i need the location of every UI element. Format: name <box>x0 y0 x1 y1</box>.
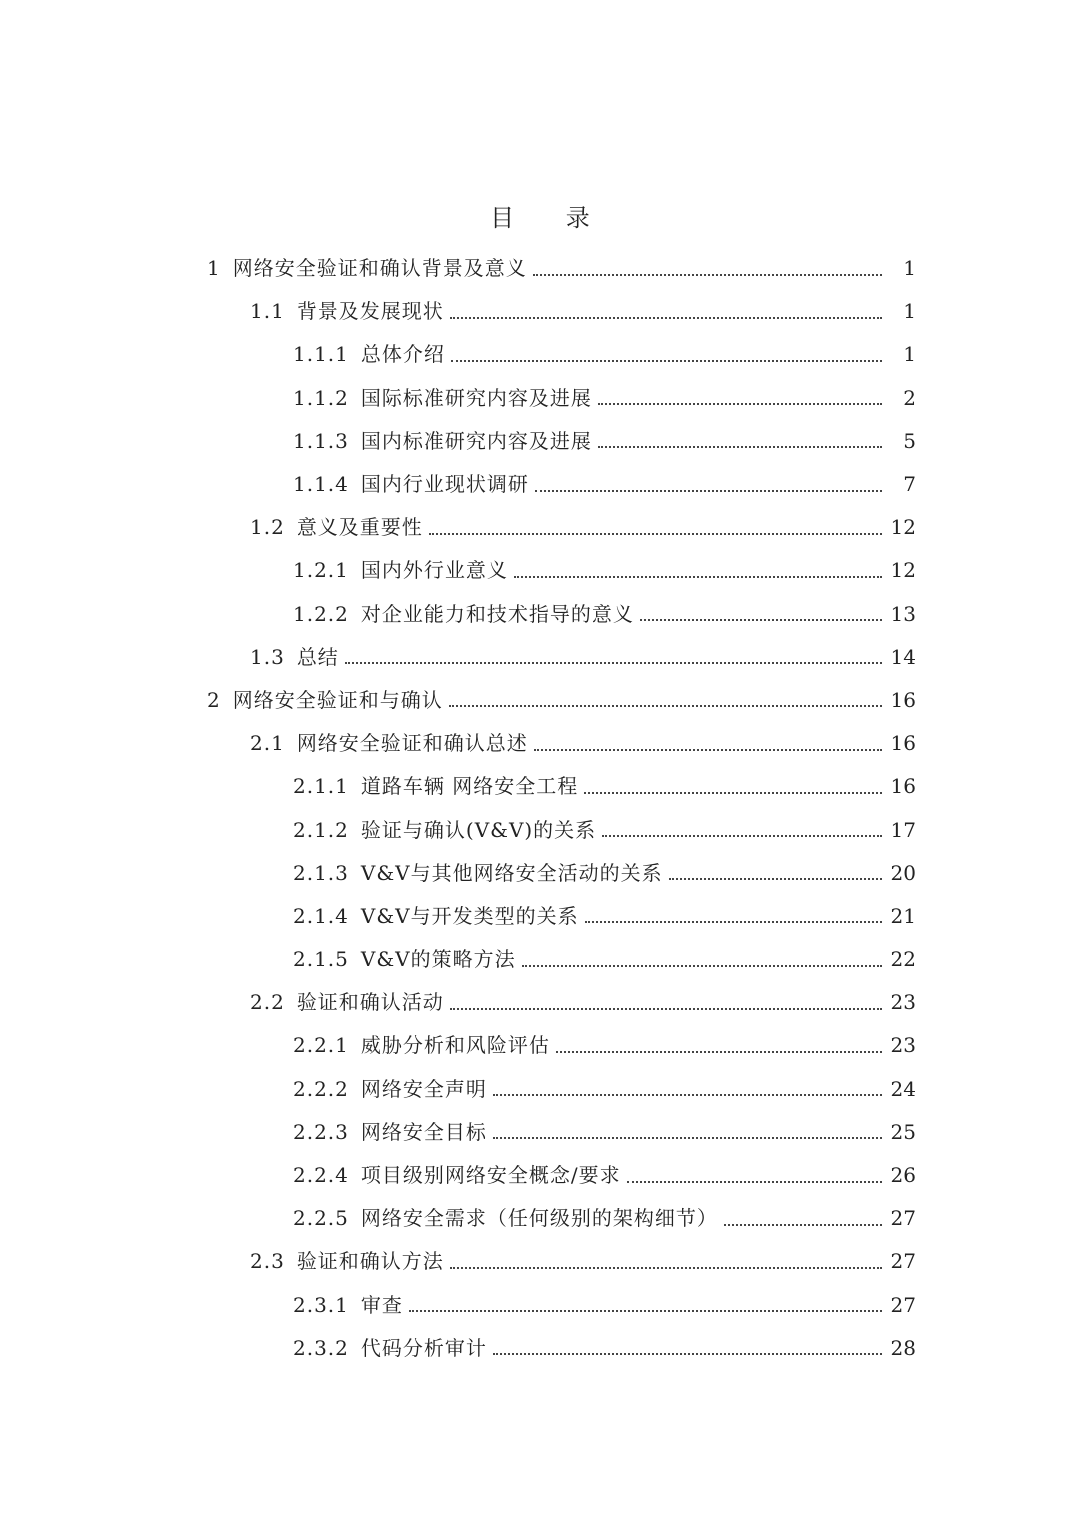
toc-entry[interactable] <box>0 1154 1080 1197</box>
toc-page-number: 17 <box>890 817 916 842</box>
toc-page-number: 1 <box>903 342 916 367</box>
toc-page-number: 12 <box>890 558 916 583</box>
toc-entry-number: 2.2.2 <box>293 1076 349 1101</box>
toc-dot-leader <box>627 1181 882 1183</box>
toc-entry-number: 2.2 <box>250 990 285 1015</box>
toc-entry[interactable] <box>0 636 1080 679</box>
toc-entry-number: 2.2.4 <box>293 1163 349 1188</box>
toc-dot-leader <box>493 1137 882 1139</box>
toc-page-number: 14 <box>890 644 916 669</box>
toc-entry-number: 2.2.1 <box>293 1033 349 1058</box>
toc-entry-title: 威胁分析和风险评估 <box>360 1033 550 1058</box>
toc-page-number: 1 <box>903 299 916 324</box>
toc-page-number: 23 <box>890 990 916 1015</box>
toc-dot-leader <box>535 490 882 492</box>
toc-entry[interactable] <box>0 1068 1080 1111</box>
toc-entry-number: 1.2.2 <box>293 601 349 626</box>
toc-entry[interactable] <box>0 938 1080 981</box>
toc-dot-leader <box>449 705 882 707</box>
toc-page-number: 27 <box>890 1249 916 1274</box>
toc-dot-leader <box>598 403 882 405</box>
toc-page-number: 20 <box>890 860 916 885</box>
toc-entry[interactable] <box>0 290 1080 333</box>
toc-entry[interactable] <box>0 549 1080 592</box>
toc-entry-number: 2 <box>207 687 221 712</box>
toc-entry[interactable] <box>0 895 1080 938</box>
toc-entry-title: 验证和确认活动 <box>296 990 444 1015</box>
toc-page-number: 26 <box>890 1163 916 1188</box>
toc-dot-leader <box>450 317 882 319</box>
toc-entry[interactable] <box>0 1284 1080 1327</box>
toc-page-number: 28 <box>890 1335 916 1360</box>
toc-dot-leader <box>450 1267 882 1269</box>
toc-heading: 目 录 <box>490 204 612 232</box>
toc-entry-title: 国内行业现状调研 <box>360 472 529 497</box>
toc-dot-leader <box>602 835 882 837</box>
toc-entry-title: 总结 <box>296 644 339 669</box>
toc-entry-title: 网络安全需求（任何级别的架构细节） <box>360 1206 718 1231</box>
toc-dot-leader <box>534 749 882 751</box>
toc-dot-leader <box>429 533 882 535</box>
toc-entry-number: 2.1.1 <box>293 774 349 799</box>
toc-entry-title: 网络安全验证和确认总述 <box>296 731 528 756</box>
toc-dot-leader <box>451 360 882 362</box>
toc-entry-number: 1.1.2 <box>293 385 349 410</box>
toc-page-number: 12 <box>890 515 916 540</box>
toc-entry-title: 网络安全验证和与确认 <box>232 687 443 712</box>
toc-entry[interactable] <box>0 679 1080 722</box>
toc-entry-number: 1.2.1 <box>293 558 349 583</box>
toc-entry-title: 道路车辆 网络安全工程 <box>360 774 579 799</box>
toc-dot-leader <box>493 1094 882 1096</box>
toc-entry-title: 代码分析审计 <box>360 1335 487 1360</box>
toc-page-number: 16 <box>890 687 916 712</box>
toc-entry[interactable] <box>0 420 1080 463</box>
toc-entry-number: 1.3 <box>250 644 285 669</box>
toc-page-number: 22 <box>890 947 916 972</box>
toc-entry[interactable] <box>0 463 1080 506</box>
toc-dot-leader <box>522 965 882 967</box>
toc-dot-leader <box>585 921 882 923</box>
toc-entry-number: 2.1.2 <box>293 817 349 842</box>
toc-dot-leader <box>409 1310 882 1312</box>
toc-page-number: 25 <box>890 1119 916 1144</box>
toc-entry-number: 1.2 <box>250 515 285 540</box>
toc-dot-leader <box>533 274 882 276</box>
toc-entry-title: 国内标准研究内容及进展 <box>360 428 592 453</box>
toc-entry-number: 2.2.5 <box>293 1206 349 1231</box>
toc-page-number: 7 <box>903 472 916 497</box>
toc-dot-leader <box>345 662 882 664</box>
toc-entry-number: 1.1 <box>250 299 285 324</box>
toc-page-number: 23 <box>890 1033 916 1058</box>
toc-page-number: 27 <box>890 1292 916 1317</box>
toc-entry-number: 1.1.1 <box>293 342 349 367</box>
toc-entry-number: 2.3.1 <box>293 1292 349 1317</box>
toc-entry[interactable] <box>0 377 1080 420</box>
toc-dot-leader <box>598 446 882 448</box>
toc-entry-title: 项目级别网络安全概念/要求 <box>360 1163 621 1188</box>
toc-entry-title: V&V与其他网络安全活动的关系 <box>360 860 663 885</box>
toc-entry[interactable] <box>0 247 1080 290</box>
toc-page-number: 1 <box>903 256 916 281</box>
toc-dot-leader <box>514 576 882 578</box>
toc-entry-number: 2.1 <box>250 731 285 756</box>
toc-entry-title: 对企业能力和技术指导的意义 <box>360 601 634 626</box>
toc-entry[interactable] <box>0 1111 1080 1154</box>
toc-entry[interactable] <box>0 593 1080 636</box>
table-of-contents <box>0 247 1080 1370</box>
toc-dot-leader <box>640 619 882 621</box>
toc-page-number: 21 <box>890 903 916 928</box>
toc-entry-title: 背景及发展现状 <box>296 299 444 324</box>
toc-entry-title: 验证和确认方法 <box>296 1249 444 1274</box>
toc-entry[interactable] <box>0 1024 1080 1067</box>
toc-page-number: 24 <box>890 1076 916 1101</box>
toc-page-number: 16 <box>890 731 916 756</box>
toc-entry[interactable] <box>0 1327 1080 1370</box>
toc-entry[interactable] <box>0 333 1080 376</box>
toc-page-number: 27 <box>890 1206 916 1231</box>
toc-entry-number: 2.3.2 <box>293 1335 349 1360</box>
toc-entry-title: 国际标准研究内容及进展 <box>360 385 592 410</box>
toc-entry-number: 1 <box>207 256 221 281</box>
toc-dot-leader <box>493 1353 882 1355</box>
toc-entry-number: 2.1.5 <box>293 947 349 972</box>
toc-entry-title: 总体介绍 <box>360 342 445 367</box>
toc-entry[interactable] <box>0 1197 1080 1240</box>
toc-entry[interactable] <box>0 852 1080 895</box>
toc-page-number: 16 <box>890 774 916 799</box>
toc-entry-number: 2.3 <box>250 1249 285 1274</box>
toc-dot-leader <box>450 1008 882 1010</box>
toc-entry-number: 2.1.3 <box>293 860 349 885</box>
toc-entry-title: 网络安全声明 <box>360 1076 487 1101</box>
toc-entry-title: V&V的策略方法 <box>360 947 516 972</box>
toc-dot-leader <box>556 1051 882 1053</box>
toc-entry-title: 网络安全验证和确认背景及意义 <box>232 256 527 281</box>
toc-entry[interactable] <box>0 1240 1080 1283</box>
toc-entry[interactable] <box>0 506 1080 549</box>
toc-entry-title: 意义及重要性 <box>296 515 423 540</box>
toc-entry[interactable] <box>0 808 1080 851</box>
toc-page-number: 2 <box>903 385 916 410</box>
toc-entry-title: 审查 <box>360 1292 403 1317</box>
toc-dot-leader <box>584 792 882 794</box>
toc-entry-number: 2.1.4 <box>293 903 349 928</box>
toc-entry-number: 1.1.4 <box>293 472 349 497</box>
toc-entry-title: 国内外行业意义 <box>360 558 508 583</box>
toc-entry[interactable] <box>0 765 1080 808</box>
toc-entry-number: 1.1.3 <box>293 428 349 453</box>
toc-entry[interactable] <box>0 722 1080 765</box>
toc-page-number: 5 <box>903 428 916 453</box>
toc-entry-title: V&V与开发类型的关系 <box>360 903 579 928</box>
toc-entry-title: 网络安全目标 <box>360 1119 487 1144</box>
toc-dot-leader <box>724 1224 882 1226</box>
toc-dot-leader <box>669 878 882 880</box>
toc-entry-number: 2.2.3 <box>293 1119 349 1144</box>
toc-page-number: 13 <box>890 601 916 626</box>
toc-entry-title: 验证与确认(V&V)的关系 <box>360 817 597 842</box>
toc-entry[interactable] <box>0 981 1080 1024</box>
